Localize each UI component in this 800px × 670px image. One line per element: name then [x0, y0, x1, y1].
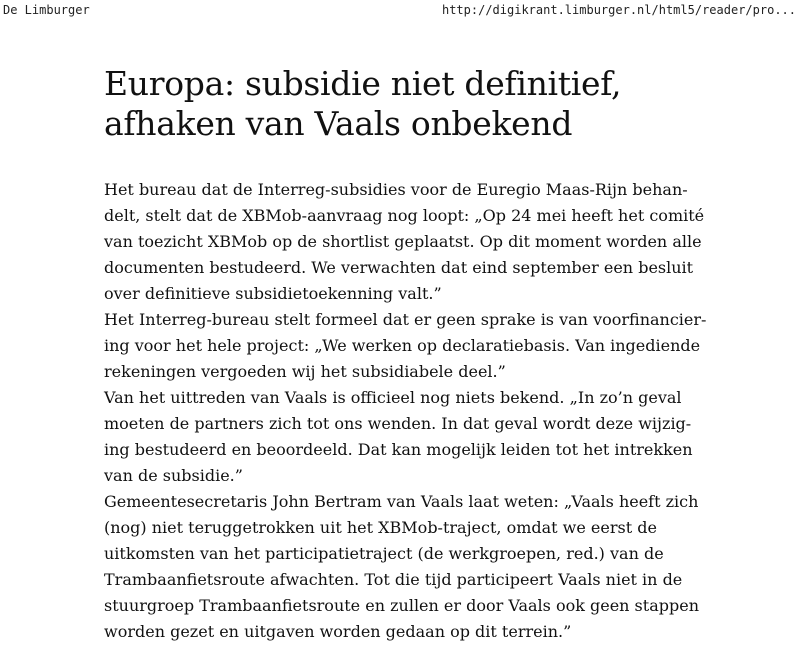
body-line: ing voor het hele project: „We werken op declaratiebasis. Van ingediende — [104, 336, 701, 355]
body-line: Gemeentesecretaris John Bertram van Vaals laat weten: „Vaals heeft zich — [104, 492, 699, 511]
body-line: stuurgroep Trambaanfietsroute en zullen er door Vaals ook geen stappen — [104, 596, 699, 615]
body-line: Trambaanfietsroute afwachten. Tot die tijd participeert Vaals niet in de — [104, 570, 683, 589]
body-line: van de subsidie.” — [104, 466, 243, 485]
body-line: (nog) niet teruggetrokken uit het XBMob-traject, omdat we eerst de — [104, 518, 657, 537]
headline-line: Europa: subsidie niet definitief, — [104, 64, 622, 103]
body-line: delt, stelt dat de XBMob-aanvraag nog loopt: „Op 24 mei heeft het comité — [104, 206, 705, 225]
body-line: uitkomsten van het participatietraject (de werkgroepen, red.) van de — [104, 544, 664, 563]
body-line: rekeningen vergoeden wij het subsidiabele deel.” — [104, 362, 506, 381]
article-headline — [104, 64, 688, 144]
article — [104, 64, 707, 645]
body-line: Het bureau dat de Interreg-subsidies voor de Euregio Maas-Rijn behan- — [104, 180, 688, 199]
body-line: over definitieve subsidietoekenning valt.” — [104, 284, 442, 303]
source-url: http://digikrant.limburger.nl/html5/reader/pro... — [441, 3, 796, 17]
body-line: Van het uittreden van Vaals is officieel nog niets bekend. „In zo’n geval — [104, 388, 682, 407]
body-line: Het Interreg-bureau stelt formeel dat er geen sprake is van voorfinancier- — [104, 310, 707, 329]
source-title: De Limburger — [3, 3, 90, 17]
print-header — [0, 0, 800, 20]
body-line: documenten bestudeerd. We verwachten dat eind september een besluit — [104, 258, 694, 277]
body-line: worden gezet en uitgaven worden gedaan op dit terrein.” — [104, 622, 572, 641]
body-line: moeten de partners zich tot ons wenden. In dat geval wordt deze wijzig- — [104, 414, 692, 433]
body-line: van toezicht XBMob op de shortlist geplaatst. Op dit moment worden alle — [104, 232, 702, 251]
body-line: ing bestudeerd en beoordeeld. Dat kan mogelijk leiden tot het intrekken — [104, 440, 693, 459]
headline-line: afhaken van Vaals onbekend — [104, 104, 573, 143]
article-body — [104, 177, 707, 645]
